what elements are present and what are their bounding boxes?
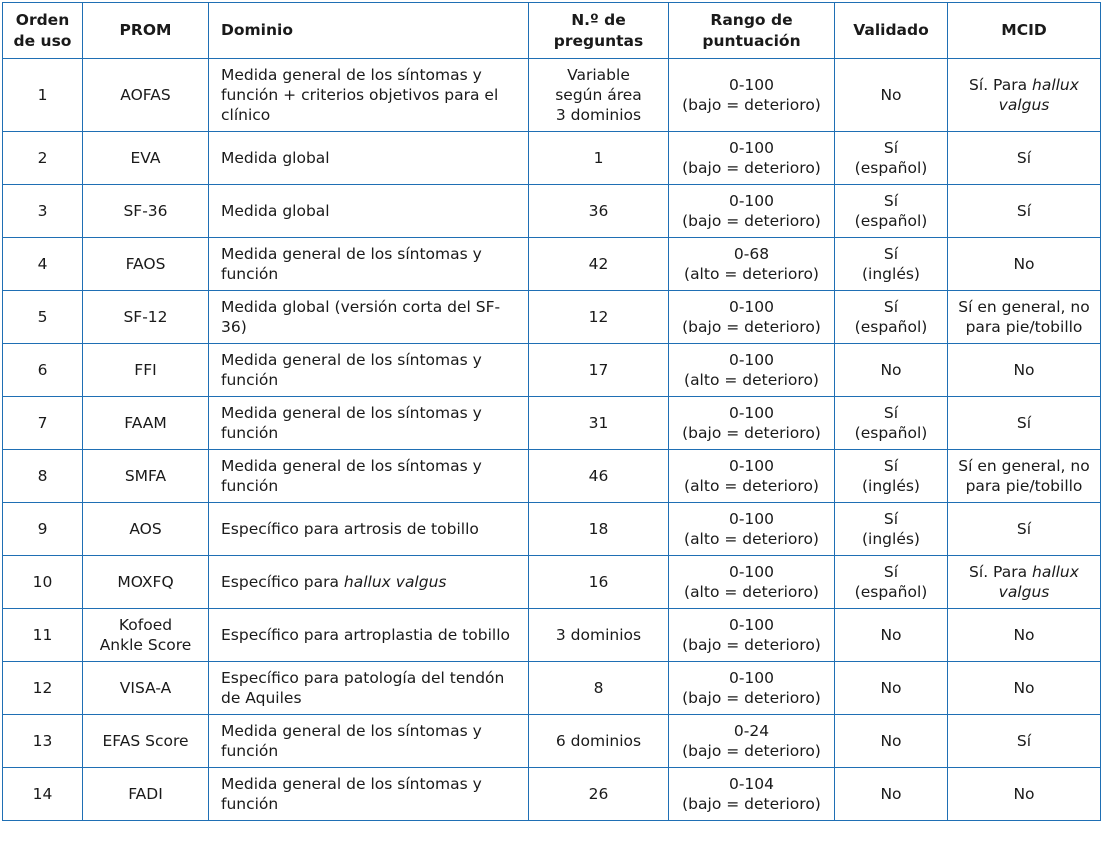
cell-mcid: No <box>948 238 1101 291</box>
header-rango: Rango de puntuación <box>669 3 835 59</box>
header-mcid: MCID <box>948 3 1101 59</box>
cell-dominio: Medida general de los síntomas y función <box>209 768 529 821</box>
cell-orden: 10 <box>3 556 83 609</box>
cell-rango: 0-104 (bajo = deterioro) <box>669 768 835 821</box>
header-preguntas: N.º de preguntas <box>529 3 669 59</box>
cell-rango: 0-100 (alto = deterioro) <box>669 450 835 503</box>
cell-preguntas: 12 <box>529 291 669 344</box>
cell-validado: Sí (inglés) <box>835 450 948 503</box>
cell-prom: EVA <box>83 132 209 185</box>
cell-orden: 6 <box>3 344 83 397</box>
cell-prom: MOXFQ <box>83 556 209 609</box>
cell-orden: 13 <box>3 715 83 768</box>
table-row <box>3 503 1101 556</box>
cell-orden: 8 <box>3 450 83 503</box>
cell-validado: Sí (inglés) <box>835 238 948 291</box>
table-row <box>3 59 1101 132</box>
table-row <box>3 556 1101 609</box>
table-row <box>3 715 1101 768</box>
cell-preguntas: 17 <box>529 344 669 397</box>
cell-orden: 12 <box>3 662 83 715</box>
cell-prom: FADI <box>83 768 209 821</box>
cell-orden: 7 <box>3 397 83 450</box>
table-row <box>3 344 1101 397</box>
cell-prom: Kofoed Ankle Score <box>83 609 209 662</box>
cell-orden: 5 <box>3 291 83 344</box>
cell-dominio: Medida general de los síntomas y función <box>209 238 529 291</box>
cell-rango: 0-100 (alto = deterioro) <box>669 556 835 609</box>
table-header <box>3 3 1101 59</box>
cell-preguntas: Variable según área 3 dominios <box>529 59 669 132</box>
cell-preguntas: 31 <box>529 397 669 450</box>
cell-preguntas: 42 <box>529 238 669 291</box>
cell-rango: 0-100 (bajo = deterioro) <box>669 185 835 238</box>
header-orden: Orden de uso <box>3 3 83 59</box>
cell-rango: 0-100 (alto = deterioro) <box>669 344 835 397</box>
cell-rango: 0-100 (bajo = deterioro) <box>669 291 835 344</box>
cell-rango: 0-100 (bajo = deterioro) <box>669 397 835 450</box>
cell-rango: 0-100 (bajo = deterioro) <box>669 609 835 662</box>
cell-preguntas: 26 <box>529 768 669 821</box>
cell-orden: 3 <box>3 185 83 238</box>
cell-orden: 9 <box>3 503 83 556</box>
table-row <box>3 185 1101 238</box>
prom-table <box>2 2 1101 821</box>
cell-mcid: Sí. Para hallux valgus <box>948 556 1101 609</box>
table-row <box>3 768 1101 821</box>
cell-rango: 0-100 (bajo = deterioro) <box>669 132 835 185</box>
cell-mcid: No <box>948 768 1101 821</box>
cell-mcid: No <box>948 609 1101 662</box>
cell-validado: Sí (español) <box>835 132 948 185</box>
cell-rango: 0-68 (alto = deterioro) <box>669 238 835 291</box>
cell-preguntas: 18 <box>529 503 669 556</box>
cell-prom: EFAS Score <box>83 715 209 768</box>
cell-validado: Sí (español) <box>835 397 948 450</box>
cell-mcid: Sí. Para hallux valgus <box>948 59 1101 132</box>
cell-rango: 0-100 (alto = deterioro) <box>669 503 835 556</box>
cell-prom: AOS <box>83 503 209 556</box>
table-row <box>3 132 1101 185</box>
header-prom: PROM <box>83 3 209 59</box>
cell-prom: AOFAS <box>83 59 209 132</box>
cell-validado: No <box>835 662 948 715</box>
table-row <box>3 291 1101 344</box>
header-validado: Validado <box>835 3 948 59</box>
cell-mcid: Sí <box>948 185 1101 238</box>
cell-preguntas: 36 <box>529 185 669 238</box>
cell-prom: FAOS <box>83 238 209 291</box>
cell-prom: FAAM <box>83 397 209 450</box>
cell-mcid: Sí <box>948 397 1101 450</box>
cell-validado: Sí (español) <box>835 291 948 344</box>
cell-orden: 2 <box>3 132 83 185</box>
table-row <box>3 609 1101 662</box>
cell-rango: 0-100 (bajo = deterioro) <box>669 662 835 715</box>
cell-dominio: Específico para artroplastia de tobillo <box>209 609 529 662</box>
cell-dominio: Medida global <box>209 132 529 185</box>
cell-validado: No <box>835 344 948 397</box>
cell-mcid: Sí <box>948 503 1101 556</box>
table-row <box>3 238 1101 291</box>
cell-dominio: Específico para artrosis de tobillo <box>209 503 529 556</box>
cell-orden: 1 <box>3 59 83 132</box>
cell-mcid: Sí en general, no para pie/tobillo <box>948 450 1101 503</box>
cell-rango: 0-100 (bajo = deterioro) <box>669 59 835 132</box>
header-dominio: Dominio <box>209 3 529 59</box>
cell-dominio: Medida general de los síntomas y función + criterios objetivos para el clínico <box>209 59 529 132</box>
cell-preguntas: 16 <box>529 556 669 609</box>
table-row <box>3 662 1101 715</box>
cell-preguntas: 8 <box>529 662 669 715</box>
cell-preguntas: 46 <box>529 450 669 503</box>
cell-validado: Sí (español) <box>835 556 948 609</box>
cell-prom: SMFA <box>83 450 209 503</box>
cell-rango: 0-24 (bajo = deterioro) <box>669 715 835 768</box>
cell-dominio: Medida general de los síntomas y función <box>209 715 529 768</box>
cell-dominio: Medida global <box>209 185 529 238</box>
cell-mcid: Sí <box>948 715 1101 768</box>
cell-validado: No <box>835 609 948 662</box>
cell-orden: 4 <box>3 238 83 291</box>
cell-validado: No <box>835 768 948 821</box>
cell-preguntas: 6 dominios <box>529 715 669 768</box>
cell-dominio: Específico para hallux valgus <box>209 556 529 609</box>
cell-orden: 14 <box>3 768 83 821</box>
cell-mcid: Sí en general, no para pie/tobillo <box>948 291 1101 344</box>
cell-dominio: Específico para patología del tendón de Aquiles <box>209 662 529 715</box>
cell-preguntas: 1 <box>529 132 669 185</box>
cell-validado: Sí (inglés) <box>835 503 948 556</box>
cell-validado: Sí (español) <box>835 185 948 238</box>
table-row <box>3 450 1101 503</box>
cell-mcid: No <box>948 344 1101 397</box>
cell-mcid: Sí <box>948 132 1101 185</box>
cell-dominio: Medida general de los síntomas y función <box>209 397 529 450</box>
header-row <box>3 3 1101 59</box>
cell-dominio: Medida general de los síntomas y función <box>209 344 529 397</box>
cell-validado: No <box>835 715 948 768</box>
cell-dominio: Medida global (versión corta del SF-36) <box>209 291 529 344</box>
cell-mcid: No <box>948 662 1101 715</box>
cell-prom: SF-12 <box>83 291 209 344</box>
cell-preguntas: 3 dominios <box>529 609 669 662</box>
table-row <box>3 397 1101 450</box>
cell-prom: VISA-A <box>83 662 209 715</box>
table-body <box>3 59 1101 821</box>
cell-prom: SF-36 <box>83 185 209 238</box>
cell-dominio: Medida general de los síntomas y función <box>209 450 529 503</box>
cell-validado: No <box>835 59 948 132</box>
cell-prom: FFI <box>83 344 209 397</box>
cell-orden: 11 <box>3 609 83 662</box>
